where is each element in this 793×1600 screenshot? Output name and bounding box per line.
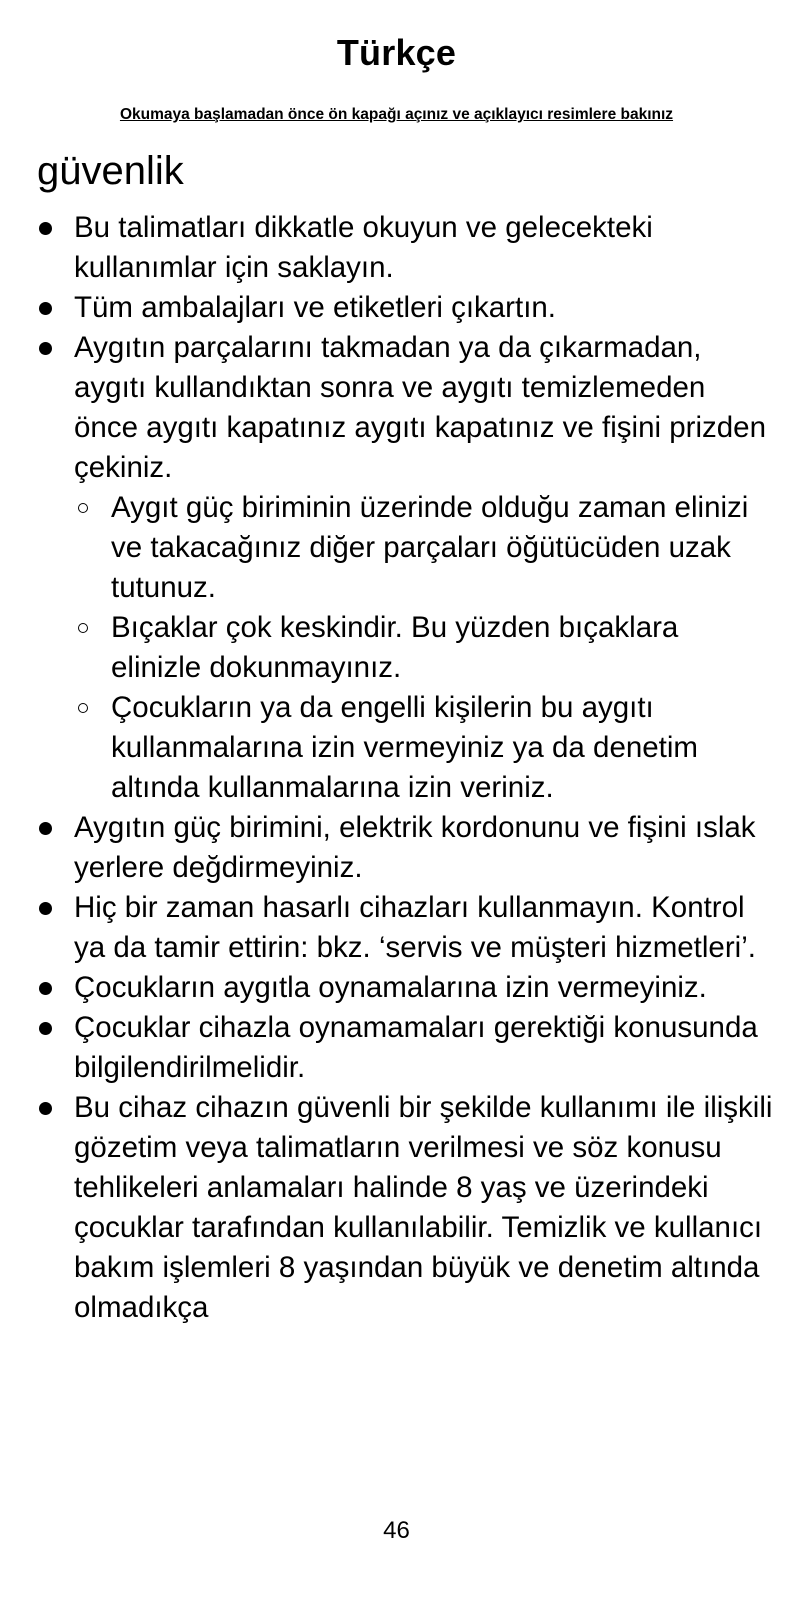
list-item-text: Bu cihaz cihazın güvenli bir şekilde kullanımı ile ilişkili gözetim veya talimatların verilmesi ve söz konusu tehlikeleri anlamaları halinde 8 yaş ve üzerindeki çocuklar tarafından kullanılabilir. Temizlik ve kullanıcı bakım işlemleri 8 yaşından büyük ve denetim altında olmadıkça [74, 1091, 773, 1324]
bullet-icon [39, 342, 52, 355]
circle-bullet-icon [78, 503, 88, 513]
sub-list-item-text: Aygıt güç biriminin üzerinde olduğu zaman elinizi ve takacağınız diğer parçaları öğütücüden uzak tutunuz. [111, 491, 749, 604]
list-item-text: Hiç bir zaman hasarlı cihazları kullanmayın. Kontrol ya da tamir ettirin: bkz. ‘servis ve müşteri hizmetleri’. [74, 891, 756, 964]
list-item [0, 808, 793, 888]
bullet-icon [39, 902, 52, 915]
list-item-text: Çocukların aygıtla oynamalarına izin vermeyiniz. [74, 971, 707, 1004]
bullet-icon [39, 1022, 52, 1035]
list-item [0, 1008, 793, 1088]
list-item [0, 288, 793, 328]
list-item-text: Çocuklar cihazla oynamamaları gerektiği konusunda bilgilendirilmelidir. [74, 1011, 758, 1084]
list-item [0, 968, 793, 1008]
bullet-icon [39, 1102, 52, 1115]
bullet-icon [39, 982, 52, 995]
list-item [0, 888, 793, 968]
sub-list-item-text: Çocukların ya da engelli kişilerin bu aygıtı kullanmalarına izin vermeyiniz ya da denetim altında kullanmalarına izin veriniz. [111, 691, 698, 804]
page-number: 46 [383, 1517, 410, 1544]
sub-list-item [74, 488, 773, 608]
circle-bullet-icon [78, 703, 88, 713]
list-item [0, 208, 793, 288]
subtitle-instruction: Okumaya başlamadan önce ön kapağı açınız ve açıklayıcı resimlere bakınız [119, 106, 674, 123]
list-item [0, 1088, 793, 1328]
safety-content [0, 208, 793, 1328]
bullet-icon [39, 302, 52, 315]
list-item-text: Aygıtın güç birimini, elektrik kordonunu ve fişini ıslak yerlere değdirmeyiniz. [74, 811, 756, 884]
bullet-icon [39, 222, 52, 235]
bullet-icon [39, 822, 52, 835]
list-item-text: Tüm ambalajları ve etiketleri çıkartın. [74, 291, 556, 324]
sub-list [74, 488, 773, 808]
safety-list [0, 208, 793, 1328]
sub-list-item-text: Bıçaklar çok keskindir. Bu yüzden bıçaklara elinizle dokunmayınız. [111, 611, 679, 684]
list-item [0, 328, 793, 808]
page-title: Türkçe [336, 32, 457, 73]
circle-bullet-icon [78, 623, 88, 633]
sub-list-item [74, 608, 773, 688]
list-item-text: Aygıtın parçalarını takmadan ya da çıkarmadan, aygıtı kullandıktan sonra ve aygıtı temizlemeden önce aygıtı kapatınız aygıtı kapatınız ve fişini prizden çekiniz. [74, 331, 766, 484]
sub-list-item [74, 688, 773, 808]
list-item-text: Bu talimatları dikkatle okuyun ve gelecekteki kullanımlar için saklayın. [74, 211, 653, 284]
section-heading: güvenlik [37, 149, 184, 193]
